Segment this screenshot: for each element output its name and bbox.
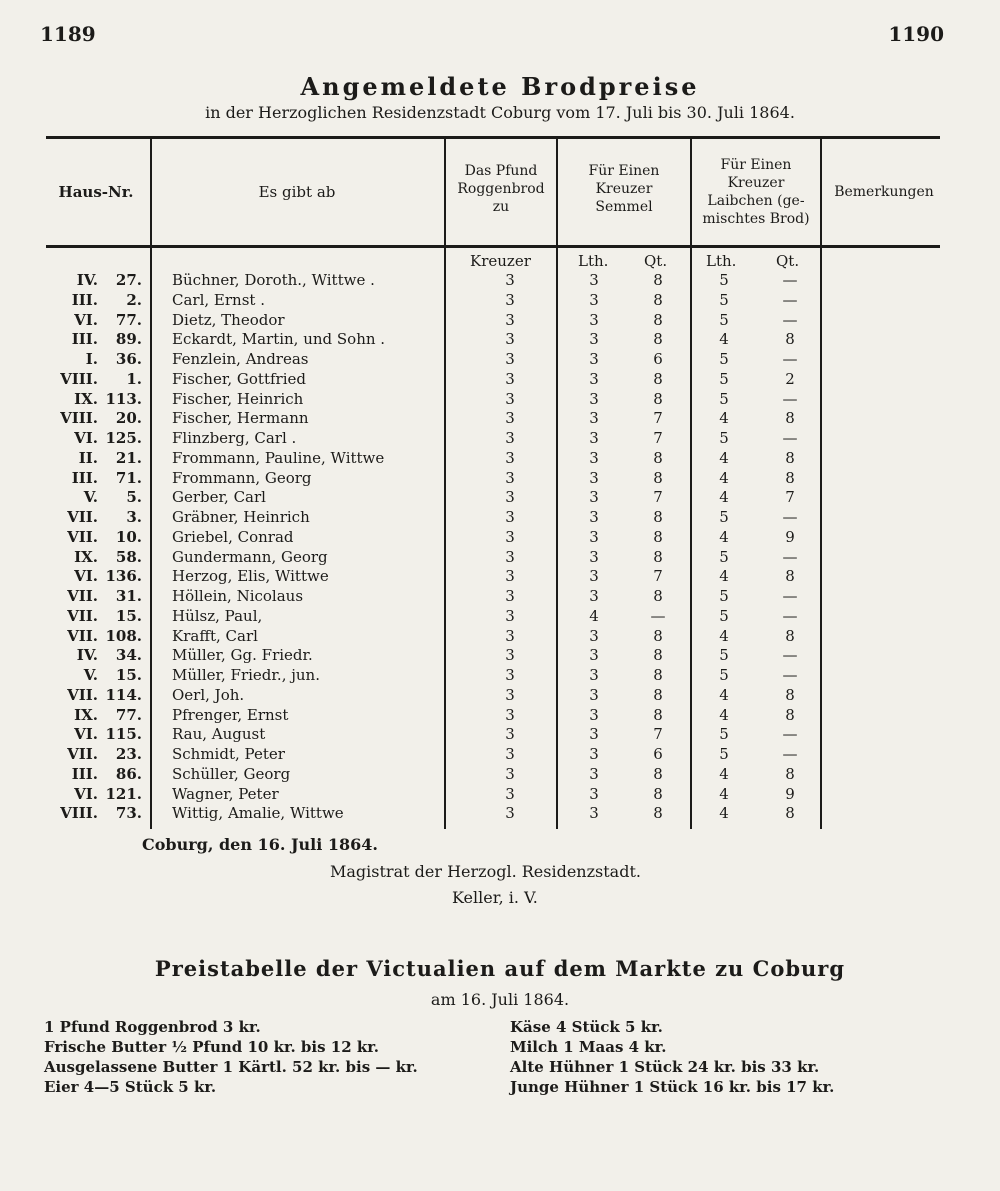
- cell-l-lth: 5: [719, 607, 729, 625]
- table-row: [0, 409, 1000, 429]
- cell-s-qt: 7: [653, 488, 663, 506]
- cell-l-lth: 4: [719, 627, 729, 645]
- cell-l-qt: 8: [785, 449, 795, 467]
- cell-roman: I.: [85, 350, 98, 368]
- table-row: [0, 488, 1000, 508]
- cell-s-qt: 8: [653, 785, 663, 803]
- cell-roggen: 3: [505, 488, 515, 506]
- cell-l-lth: 5: [719, 291, 729, 309]
- page-title: Angemeldete Brodpreise: [300, 72, 700, 101]
- cell-num: 71.: [115, 469, 142, 487]
- cell-s-lth: 3: [589, 429, 599, 447]
- cell-s-lth: 3: [589, 508, 599, 526]
- cell-roman: VIII.: [60, 370, 98, 388]
- cell-name: Höllein, Nicolaus: [172, 587, 304, 605]
- cell-l-qt: —: [782, 311, 798, 329]
- cell-roggen: 3: [505, 646, 515, 664]
- cell-s-qt: 8: [653, 330, 663, 348]
- cell-num: 108.: [105, 627, 142, 645]
- cell-name: Eckardt, Martin, und Sohn .: [172, 330, 386, 348]
- cell-roggen: 3: [505, 548, 515, 566]
- cell-name: Schüller, Georg: [172, 765, 291, 783]
- cell-s-qt: 8: [653, 627, 663, 645]
- cell-l-lth: 4: [719, 706, 729, 724]
- cell-roman: VI.: [74, 725, 98, 743]
- table-row: [0, 469, 1000, 489]
- cell-roman: IX.: [74, 390, 98, 408]
- cell-s-lth: 3: [589, 587, 599, 605]
- cell-s-lth: 3: [589, 785, 599, 803]
- cell-num: 15.: [115, 607, 142, 625]
- cell-l-lth: 4: [719, 469, 729, 487]
- cell-s-qt: 8: [653, 469, 663, 487]
- cell-name: Wittig, Amalie, Wittwe: [172, 804, 344, 822]
- cell-l-lth: 5: [719, 725, 729, 743]
- header-es-gibt-ab: Es gibt ab: [258, 183, 336, 201]
- cell-num: 3.: [126, 508, 142, 526]
- cell-l-lth: 5: [719, 548, 729, 566]
- cell-l-lth: 5: [719, 745, 729, 763]
- cell-name: Rau, August: [172, 725, 266, 743]
- cell-s-qt: 8: [653, 765, 663, 783]
- cell-l-lth: 4: [719, 488, 729, 506]
- cell-s-qt: 8: [653, 449, 663, 467]
- table-row: [0, 567, 1000, 587]
- cell-roggen: 3: [505, 449, 515, 467]
- cell-name: Fischer, Heinrich: [172, 390, 304, 408]
- table-row: [0, 291, 1000, 311]
- cell-s-qt: 8: [653, 587, 663, 605]
- cell-name: Frommann, Pauline, Wittwe: [172, 449, 385, 467]
- table-row: [0, 330, 1000, 350]
- price-item: Käse 4 Stück 5 kr.: [510, 1018, 663, 1036]
- unit-kreuzer: Kreuzer: [470, 252, 531, 270]
- cell-name: Pfrenger, Ernst: [172, 706, 289, 724]
- cell-name: Fenzlein, Andreas: [172, 350, 309, 368]
- cell-roman: VII.: [67, 508, 98, 526]
- cell-roggen: 3: [505, 311, 515, 329]
- table-header-rule: [46, 245, 940, 248]
- cell-roman: V.: [83, 488, 98, 506]
- cell-name: Müller, Friedr., jun.: [172, 666, 320, 684]
- cell-roggen: 3: [505, 330, 515, 348]
- cell-l-lth: 4: [719, 785, 729, 803]
- table-row: [0, 449, 1000, 469]
- unit-semmel-loth: Lth.: [578, 252, 609, 270]
- cell-roman: IX.: [74, 706, 98, 724]
- cell-num: 1.: [126, 370, 142, 388]
- cell-s-qt: 8: [653, 706, 663, 724]
- cell-l-lth: 5: [719, 646, 729, 664]
- cell-roggen: 3: [505, 370, 515, 388]
- cell-l-lth: 4: [719, 765, 729, 783]
- cell-l-qt: —: [782, 508, 798, 526]
- cell-l-qt: 7: [785, 488, 795, 506]
- cell-roman: VI.: [74, 311, 98, 329]
- cell-s-lth: 3: [589, 488, 599, 506]
- cell-num: 77.: [115, 311, 142, 329]
- cell-s-lth: 3: [589, 291, 599, 309]
- cell-s-qt: 8: [653, 666, 663, 684]
- cell-l-qt: —: [782, 291, 798, 309]
- cell-roman: VI.: [74, 567, 98, 585]
- cell-name: Fischer, Hermann: [172, 409, 309, 427]
- cell-roggen: 3: [505, 686, 515, 704]
- cell-l-lth: 4: [719, 449, 729, 467]
- cell-l-lth: 4: [719, 409, 729, 427]
- cell-l-qt: —: [782, 725, 798, 743]
- cell-s-qt: —: [650, 607, 666, 625]
- cell-name: Krafft, Carl: [172, 627, 258, 645]
- cell-roggen: 3: [505, 627, 515, 645]
- table-row: [0, 548, 1000, 568]
- cell-s-lth: 3: [589, 449, 599, 467]
- cell-s-qt: 8: [653, 548, 663, 566]
- cell-l-qt: 8: [785, 330, 795, 348]
- cell-name: Fischer, Gottfried: [172, 370, 306, 388]
- cell-num: 23.: [115, 745, 142, 763]
- cell-num: 125.: [105, 429, 142, 447]
- cell-l-qt: —: [782, 666, 798, 684]
- cell-l-lth: 4: [719, 567, 729, 585]
- cell-name: Gerber, Carl: [172, 488, 266, 506]
- cell-roggen: 3: [505, 350, 515, 368]
- cell-num: 86.: [115, 765, 142, 783]
- cell-s-lth: 3: [589, 469, 599, 487]
- cell-roman: VII.: [67, 686, 98, 704]
- table-row: [0, 508, 1000, 528]
- table-row: [0, 429, 1000, 449]
- table-row: [0, 271, 1000, 291]
- victualien-title: Preistabelle der Victualien auf dem Markte zu Coburg: [154, 956, 846, 981]
- cell-s-lth: 3: [589, 646, 599, 664]
- table-row: [0, 390, 1000, 410]
- table-row: [0, 666, 1000, 686]
- cell-name: Carl, Ernst .: [172, 291, 265, 309]
- cell-num: 89.: [115, 330, 142, 348]
- cell-l-lth: 5: [719, 429, 729, 447]
- cell-l-qt: —: [782, 350, 798, 368]
- table-row: [0, 311, 1000, 331]
- cell-roggen: 3: [505, 725, 515, 743]
- cell-name: Schmidt, Peter: [172, 745, 285, 763]
- cell-num: 5.: [126, 488, 142, 506]
- price-item: Ausgelassene Butter 1 Kärtl. 52 kr. bis — kr.: [44, 1058, 418, 1076]
- cell-roman: IV.: [76, 271, 98, 289]
- cell-s-lth: 3: [589, 567, 599, 585]
- cell-roman: IX.: [74, 548, 98, 566]
- cell-s-qt: 7: [653, 567, 663, 585]
- signature-name: Keller, i. V.: [452, 888, 538, 907]
- cell-l-lth: 5: [719, 666, 729, 684]
- cell-num: 121.: [105, 785, 142, 803]
- cell-roman: II.: [78, 449, 98, 467]
- cell-num: 136.: [105, 567, 142, 585]
- cell-name: Griebel, Conrad: [172, 528, 294, 546]
- cell-s-qt: 8: [653, 686, 663, 704]
- table-row: [0, 370, 1000, 390]
- cell-roman: III.: [71, 469, 98, 487]
- cell-roggen: 3: [505, 271, 515, 289]
- cell-l-lth: 4: [719, 804, 729, 822]
- cell-roman: III.: [71, 330, 98, 348]
- cell-roggen: 3: [505, 706, 515, 724]
- table-row: [0, 646, 1000, 666]
- cell-s-lth: 3: [589, 745, 599, 763]
- cell-l-qt: —: [782, 607, 798, 625]
- cell-l-qt: 8: [785, 409, 795, 427]
- cell-l-lth: 4: [719, 686, 729, 704]
- cell-num: 58.: [115, 548, 142, 566]
- cell-l-lth: 5: [719, 508, 729, 526]
- cell-l-qt: 8: [785, 804, 795, 822]
- price-item: 1 Pfund Roggenbrod 3 kr.: [44, 1018, 261, 1036]
- cell-roggen: 3: [505, 390, 515, 408]
- victualien-date: am 16. Juli 1864.: [430, 990, 570, 1009]
- cell-roggen: 3: [505, 508, 515, 526]
- cell-s-qt: 7: [653, 409, 663, 427]
- cell-name: Müller, Gg. Friedr.: [172, 646, 313, 664]
- cell-roman: V.: [83, 666, 98, 684]
- cell-name: Flinzberg, Carl .: [172, 429, 297, 447]
- price-item: Milch 1 Maas 4 kr.: [510, 1038, 667, 1056]
- header-haus-nr: Haus-Nr.: [58, 183, 134, 201]
- cell-s-qt: 8: [653, 271, 663, 289]
- cell-num: 73.: [115, 804, 142, 822]
- cell-s-qt: 8: [653, 508, 663, 526]
- cell-s-lth: 3: [589, 686, 599, 704]
- cell-num: 10.: [115, 528, 142, 546]
- cell-roggen: 3: [505, 291, 515, 309]
- cell-name: Herzog, Elis, Wittwe: [172, 567, 329, 585]
- cell-s-qt: 8: [653, 311, 663, 329]
- page-subtitle: in der Herzoglichen Residenzstadt Coburg vom 17. Juli bis 30. Juli 1864.: [205, 103, 795, 122]
- cell-s-lth: 3: [589, 370, 599, 388]
- cell-l-qt: 8: [785, 686, 795, 704]
- cell-roggen: 3: [505, 804, 515, 822]
- cell-l-qt: 9: [785, 785, 795, 803]
- cell-num: 77.: [115, 706, 142, 724]
- table-row: [0, 528, 1000, 548]
- table-row: [0, 804, 1000, 824]
- table-row: [0, 765, 1000, 785]
- cell-roggen: 3: [505, 528, 515, 546]
- cell-s-lth: 3: [589, 627, 599, 645]
- cell-name: Frommann, Georg: [172, 469, 312, 487]
- cell-l-lth: 5: [719, 370, 729, 388]
- cell-num: 20.: [115, 409, 142, 427]
- cell-l-qt: —: [782, 646, 798, 664]
- cell-s-qt: 8: [653, 291, 663, 309]
- cell-l-qt: —: [782, 390, 798, 408]
- cell-name: Oerl, Joh.: [172, 686, 245, 704]
- cell-l-qt: 9: [785, 528, 795, 546]
- table-row: [0, 745, 1000, 765]
- cell-l-lth: 5: [719, 350, 729, 368]
- unit-laib-loth: Lth.: [706, 252, 737, 270]
- cell-l-qt: —: [782, 745, 798, 763]
- cell-s-qt: 6: [653, 350, 663, 368]
- cell-l-qt: 8: [785, 706, 795, 724]
- cell-s-lth: 3: [589, 311, 599, 329]
- cell-l-qt: —: [782, 587, 798, 605]
- cell-num: 113.: [105, 390, 142, 408]
- table-row: [0, 627, 1000, 647]
- price-item: Frische Butter ½ Pfund 10 kr. bis 12 kr.: [44, 1038, 380, 1056]
- page-number-left: 1189: [40, 22, 96, 46]
- cell-roman: VIII.: [60, 409, 98, 427]
- cell-roman: VII.: [67, 607, 98, 625]
- cell-num: 15.: [115, 666, 142, 684]
- cell-s-lth: 3: [589, 350, 599, 368]
- cell-l-qt: 8: [785, 765, 795, 783]
- cell-roman: VII.: [67, 627, 98, 645]
- cell-num: 115.: [105, 725, 142, 743]
- cell-roggen: 3: [505, 587, 515, 605]
- cell-s-qt: 7: [653, 429, 663, 447]
- table-top-rule: [46, 136, 940, 139]
- cell-s-lth: 3: [589, 666, 599, 684]
- cell-s-qt: 8: [653, 646, 663, 664]
- header-laibchen: Für Einen Kreuzer Laibchen (ge- mischtes Brod): [702, 157, 810, 227]
- cell-l-lth: 5: [719, 390, 729, 408]
- unit-semmel-quint: Qt.: [644, 252, 668, 270]
- signature-office: Magistrat der Herzogl. Residenzstadt.: [330, 862, 641, 881]
- table-row: [0, 587, 1000, 607]
- table-row: [0, 706, 1000, 726]
- cell-num: 27.: [115, 271, 142, 289]
- cell-roman: IV.: [76, 646, 98, 664]
- cell-name: Wagner, Peter: [172, 785, 279, 803]
- cell-s-lth: 3: [589, 548, 599, 566]
- table-row: [0, 725, 1000, 745]
- cell-s-qt: 8: [653, 804, 663, 822]
- cell-roggen: 3: [505, 666, 515, 684]
- cell-s-lth: 3: [589, 271, 599, 289]
- cell-l-qt: 2: [785, 370, 795, 388]
- cell-l-lth: 5: [719, 587, 729, 605]
- cell-s-qt: 6: [653, 745, 663, 763]
- cell-roman: VI.: [74, 785, 98, 803]
- cell-roman: III.: [71, 291, 98, 309]
- cell-roman: VII.: [67, 587, 98, 605]
- header-semmel: Für Einen Kreuzer Semmel: [588, 163, 660, 215]
- cell-roggen: 3: [505, 745, 515, 763]
- cell-s-lth: 3: [589, 528, 599, 546]
- cell-num: 36.: [115, 350, 142, 368]
- cell-roggen: 3: [505, 765, 515, 783]
- cell-name: Hülsz, Paul,: [172, 607, 263, 625]
- cell-s-lth: 3: [589, 409, 599, 427]
- cell-s-lth: 3: [589, 765, 599, 783]
- cell-roggen: 3: [505, 607, 515, 625]
- price-item: Eier 4—5 Stück 5 kr.: [44, 1078, 217, 1096]
- cell-l-qt: —: [782, 271, 798, 289]
- cell-l-qt: 8: [785, 567, 795, 585]
- cell-roman: VI.: [74, 429, 98, 447]
- cell-l-qt: —: [782, 548, 798, 566]
- cell-roggen: 3: [505, 567, 515, 585]
- cell-roggen: 3: [505, 409, 515, 427]
- cell-num: 21.: [115, 449, 142, 467]
- cell-num: 2.: [126, 291, 142, 309]
- footer-date: Coburg, den 16. Juli 1864.: [142, 835, 378, 854]
- cell-roggen: 3: [505, 469, 515, 487]
- cell-l-qt: 8: [785, 627, 795, 645]
- cell-s-qt: 8: [653, 528, 663, 546]
- cell-s-lth: 4: [589, 607, 599, 625]
- cell-name: Gräbner, Heinrich: [172, 508, 310, 526]
- cell-s-qt: 8: [653, 370, 663, 388]
- cell-roman: VIII.: [60, 804, 98, 822]
- cell-l-lth: 4: [719, 528, 729, 546]
- header-roggenbrod: Das Pfund Roggenbrod zu: [457, 163, 545, 215]
- cell-num: 114.: [105, 686, 142, 704]
- cell-l-qt: 8: [785, 469, 795, 487]
- cell-s-qt: 8: [653, 390, 663, 408]
- cell-roggen: 3: [505, 429, 515, 447]
- cell-name: Dietz, Theodor: [172, 311, 285, 329]
- cell-roman: III.: [71, 765, 98, 783]
- cell-roggen: 3: [505, 785, 515, 803]
- cell-num: 31.: [115, 587, 142, 605]
- price-item: Junge Hühner 1 Stück 16 kr. bis 17 kr.: [510, 1078, 835, 1096]
- table-row: [0, 350, 1000, 370]
- header-bemerkungen: Bemerkungen: [834, 184, 934, 200]
- cell-roman: VII.: [67, 745, 98, 763]
- table-row: [0, 686, 1000, 706]
- cell-s-lth: 3: [589, 804, 599, 822]
- price-item: Alte Hühner 1 Stück 24 kr. bis 33 kr.: [510, 1058, 820, 1076]
- table-row: [0, 607, 1000, 627]
- cell-roman: VII.: [67, 528, 98, 546]
- cell-s-lth: 3: [589, 725, 599, 743]
- unit-laib-quint: Qt.: [776, 252, 800, 270]
- table-row: [0, 785, 1000, 805]
- cell-l-lth: 5: [719, 311, 729, 329]
- cell-l-lth: 5: [719, 271, 729, 289]
- cell-s-lth: 3: [589, 330, 599, 348]
- page-number-right: 1190: [888, 22, 944, 46]
- cell-l-lth: 4: [719, 330, 729, 348]
- cell-s-lth: 3: [589, 390, 599, 408]
- cell-name: Gundermann, Georg: [172, 548, 328, 566]
- cell-s-qt: 7: [653, 725, 663, 743]
- cell-name: Büchner, Doroth., Wittwe .: [172, 271, 375, 289]
- cell-l-qt: —: [782, 429, 798, 447]
- cell-num: 34.: [115, 646, 142, 664]
- cell-s-lth: 3: [589, 706, 599, 724]
